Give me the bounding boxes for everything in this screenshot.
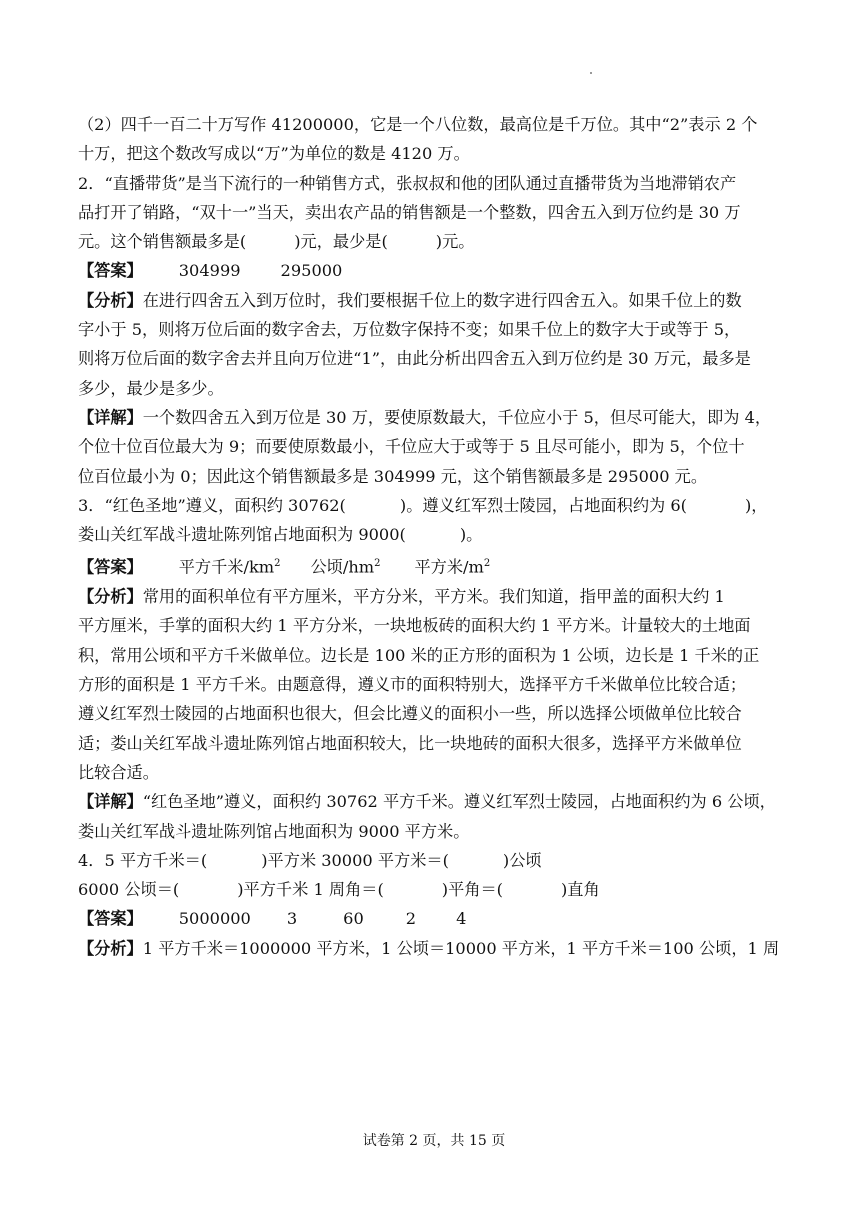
q1-part2-line1: （2）四千一百二十万写作 41200000，它是一个八位数，最高位是千万位。其中“2”表示 2 个 [78, 115, 758, 134]
q2-analysis-l3: 则将万位后面的数字舍去并且向万位进“1”，由此分析出四舍五入到万位约是 30 万元，最多是 [78, 349, 751, 369]
q3-analysis-l6: 适；娄山关红军战斗遗址陈列馆占地面积较大，比一块地砖的面积大很多，选择平方米做单位 [78, 733, 742, 753]
answer-value: 平方米/m [414, 557, 484, 577]
q2-detail-l2: 个位十位百位最大为 9；而要使原数最小，千位应大于或等于 5 且尽可能小，即为 5，个位十 [78, 437, 745, 457]
answer-label: 【答案】 [78, 557, 143, 577]
answer-value: 295000 [280, 261, 343, 281]
q2-detail-l3: 位百位最小为 0；因此这个销售额最多是 304999 元，这个销售额最多是 295000 元。 [78, 466, 708, 486]
q3-line2: 娄山关红军战斗遗址陈列馆占地面积为 9000( )。 [78, 525, 483, 545]
answer-value: 公顷/hm [310, 557, 375, 577]
q3-line1: 3．“红色圣地”遵义，面积约 30762( )。遵义红军烈士陵园，占地面积约为 6( )， [78, 495, 768, 515]
analysis-label: 【分析】 [78, 290, 143, 310]
q2-line3: 元。这个销售额最多是( )元，最少是( )元。 [78, 232, 475, 252]
header-mark [590, 72, 592, 74]
page-footer: 试卷第 2 页，共 15 页 [362, 1133, 506, 1149]
q2-analysis-l2: 字小于 5，则将万位后面的数字舍去，万位数字保持不变；如果千位上的数字大于或等于 5， [78, 320, 741, 340]
analysis-label: 【分析】 [78, 587, 143, 607]
q1-part2-line2: 十万，把这个数改写成以“万”为单位的数是 4120 万。 [78, 144, 470, 164]
q2-detail: 【详解】一个数四舍五入到万位是 30 万，要使原数最大，千位应小于 5，但尽可能大，即为 4， [78, 407, 772, 427]
detail-label: 【详解】 [78, 792, 143, 812]
q4-line2: 6000 公顷＝( )平方千米 1 周角＝( )平角＝( )直角 [78, 880, 600, 900]
document-content [78, 110, 796, 963]
q2-line2: 品打开了销路，“双十一”当天，卖出农产品的销售额是一个整数，四舍五入到万位约是 30 万 [78, 202, 741, 222]
answer-value: 4 [456, 909, 467, 929]
q4-answer [78, 904, 796, 933]
q3-analysis-l7: 比较合适。 [78, 762, 159, 782]
q3-analysis-l5: 遵义红军烈士陵园的占地面积也很大，但会比遵义的面积小一些，所以选择公顷做单位比较合 [78, 704, 742, 724]
q3-analysis-l4: 方形的面积是 1 平方千米。由题意得，遵义市的面积特别大，选择平方千米做单位比较合适； [78, 675, 747, 695]
q3-analysis-l2: 平方厘米，手掌的面积大约 1 平方分米，一块地板砖的面积大约 1 平方米。计量较大的土地面 [78, 616, 751, 636]
q3-analysis-l3: 积，常用公顷和平方千米做单位。边长是 100 米的正方形的面积为 1 公顷，边长是 1 千米的正 [78, 645, 760, 665]
analysis-label: 【分析】 [78, 938, 143, 958]
q3-detail-l2: 娄山关红军战斗遗址陈列馆占地面积为 9000 平方米。 [78, 821, 470, 841]
answer-value: 平方千米/km [178, 557, 275, 577]
q4-analysis: 【分析】1 平方千米＝1000000 平方米，1 公顷＝10000 平方米，1 平方千米＝100 公顷，1 周 [78, 938, 780, 958]
q2-line1: 2．“直播带货”是当下流行的一种销售方式，张叔叔和他的团队通过直播带货为当地滞销农产 [78, 173, 737, 193]
answer-label: 【答案】 [78, 909, 143, 929]
q2-answer [78, 256, 796, 285]
q4-line1: 4．5 平方千米＝( )平方米 30000 平方米＝( )公顷 [78, 850, 542, 870]
answer-value: 2 [405, 909, 417, 929]
q3-answer: 【答案】 平方千米$/km^2$ 公顷$/hm^2$ 平方米$/m^2$ [78, 557, 491, 577]
answer-value: 3 [286, 909, 298, 929]
q2-analysis: 【分析】在进行四舍五入到万位时，我们要根据千位上的数字进行四舍五入。如果千位上的数 [78, 290, 742, 310]
answer-label: 【答案】 [78, 261, 143, 281]
answer-value: 304999 [178, 261, 241, 281]
q3-analysis: 【分析】常用的面积单位有平方厘米，平方分米，平方米。我们知道，指甲盖的面积大约 1 [78, 587, 725, 607]
q3-detail: 【详解】“红色圣地”遵义，面积约 30762 平方千米。遵义红军烈士陵园，占地面积约为 6 公顷， [78, 792, 776, 812]
answer-value: 5000000 [178, 909, 251, 929]
q2-analysis-l4: 多少，最少是多少。 [78, 378, 224, 398]
answer-value: 60 [343, 909, 364, 929]
detail-label: 【详解】 [78, 407, 143, 427]
